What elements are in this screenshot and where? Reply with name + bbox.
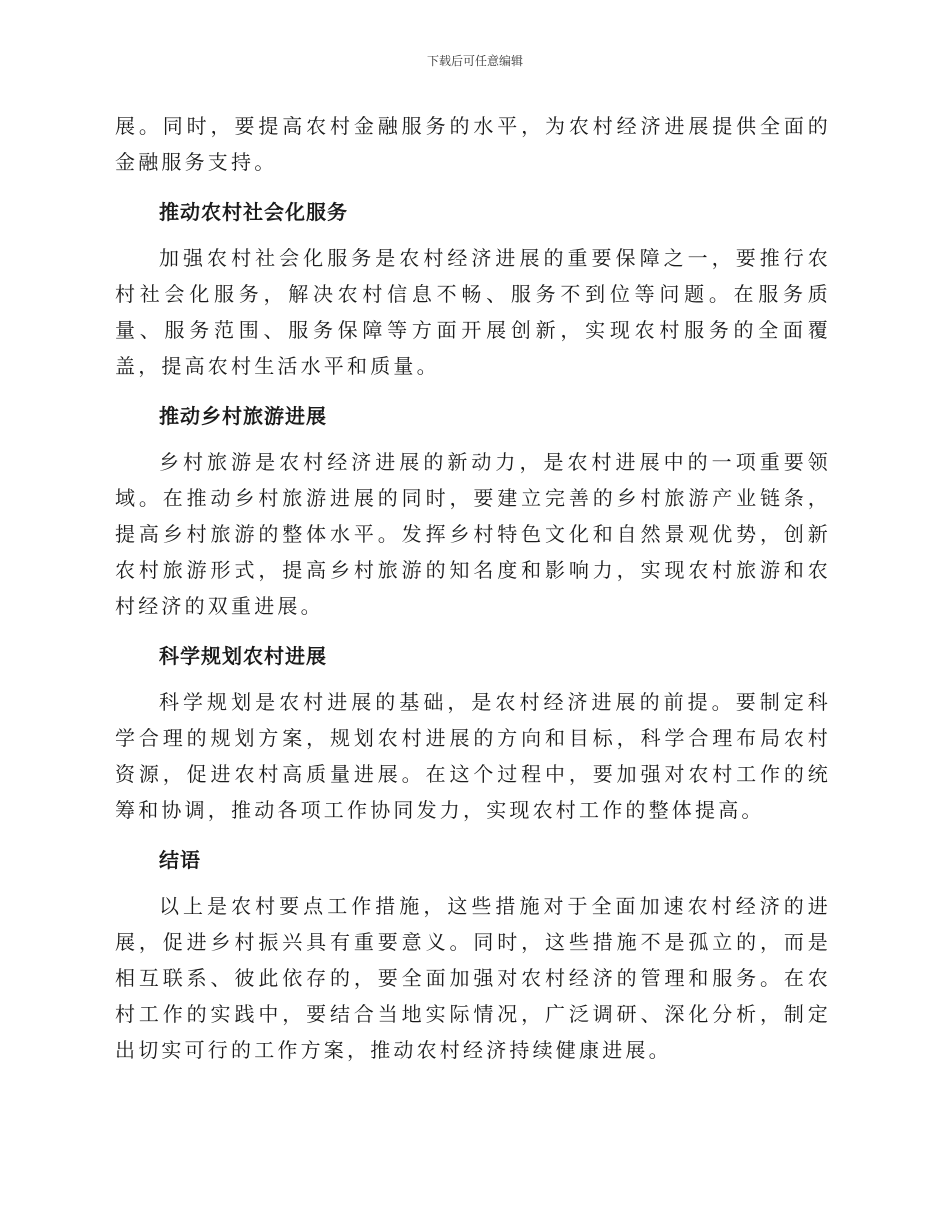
section-paragraph: 以上是农村要点工作措施，这些措施对于全面加速农村经济的进展，促进乡村振兴具有重要意义。同时，这些措施不是孤立的，而是相互联系、彼此依存的，要全面加强对农村经济的管理和服务。在农村工作的实践中，要结合当地实际情况，广泛调研、深化分析，制定出切实可行的工作方案，推动农村经济持续健康进展。 — [115, 894, 831, 1062]
section-heading: 推动乡村旅游进展 — [159, 404, 327, 428]
page-header-note: 下载后可任意编辑 — [426, 54, 523, 68]
intro-paragraph: 展。同时，要提高农村金融服务的水平，为农村经济进展提供全面的金融服务支持。 — [115, 114, 831, 174]
section-heading: 推动农村社会化服务 — [159, 200, 348, 224]
section-heading: 结语 — [159, 848, 201, 872]
section-paragraph: 加强农村社会化服务是农村经济进展的重要保障之一，要推行农村社会化服务，解决农村信息不畅、服务不到位等问题。在服务质量、服务范围、服务保障等方面开展创新，实现农村服务的全面覆盖，提高农村生活水平和质量。 — [115, 246, 831, 378]
section-paragraph: 乡村旅游是农村经济进展的新动力，是农村进展中的一项重要领域。在推动乡村旅游进展的同时，要建立完善的乡村旅游产业链条，提高乡村旅游的整体水平。发挥乡村特色文化和自然景观优势，创新农村旅游形式，提高乡村旅游的知名度和影响力，实现农村旅游和农村经济的双重进展。 — [115, 450, 831, 618]
document-body — [115, 108, 831, 1068]
section-heading: 科学规划农村进展 — [159, 644, 327, 668]
section-paragraph: 科学规划是农村进展的基础，是农村经济进展的前提。要制定科学合理的规划方案，规划农村进展的方向和目标，科学合理布局农村资源，促进农村高质量进展。在这个过程中，要加强对农村工作的统筹和协调，推动各项工作协同发力，实现农村工作的整体提高。 — [115, 690, 831, 822]
